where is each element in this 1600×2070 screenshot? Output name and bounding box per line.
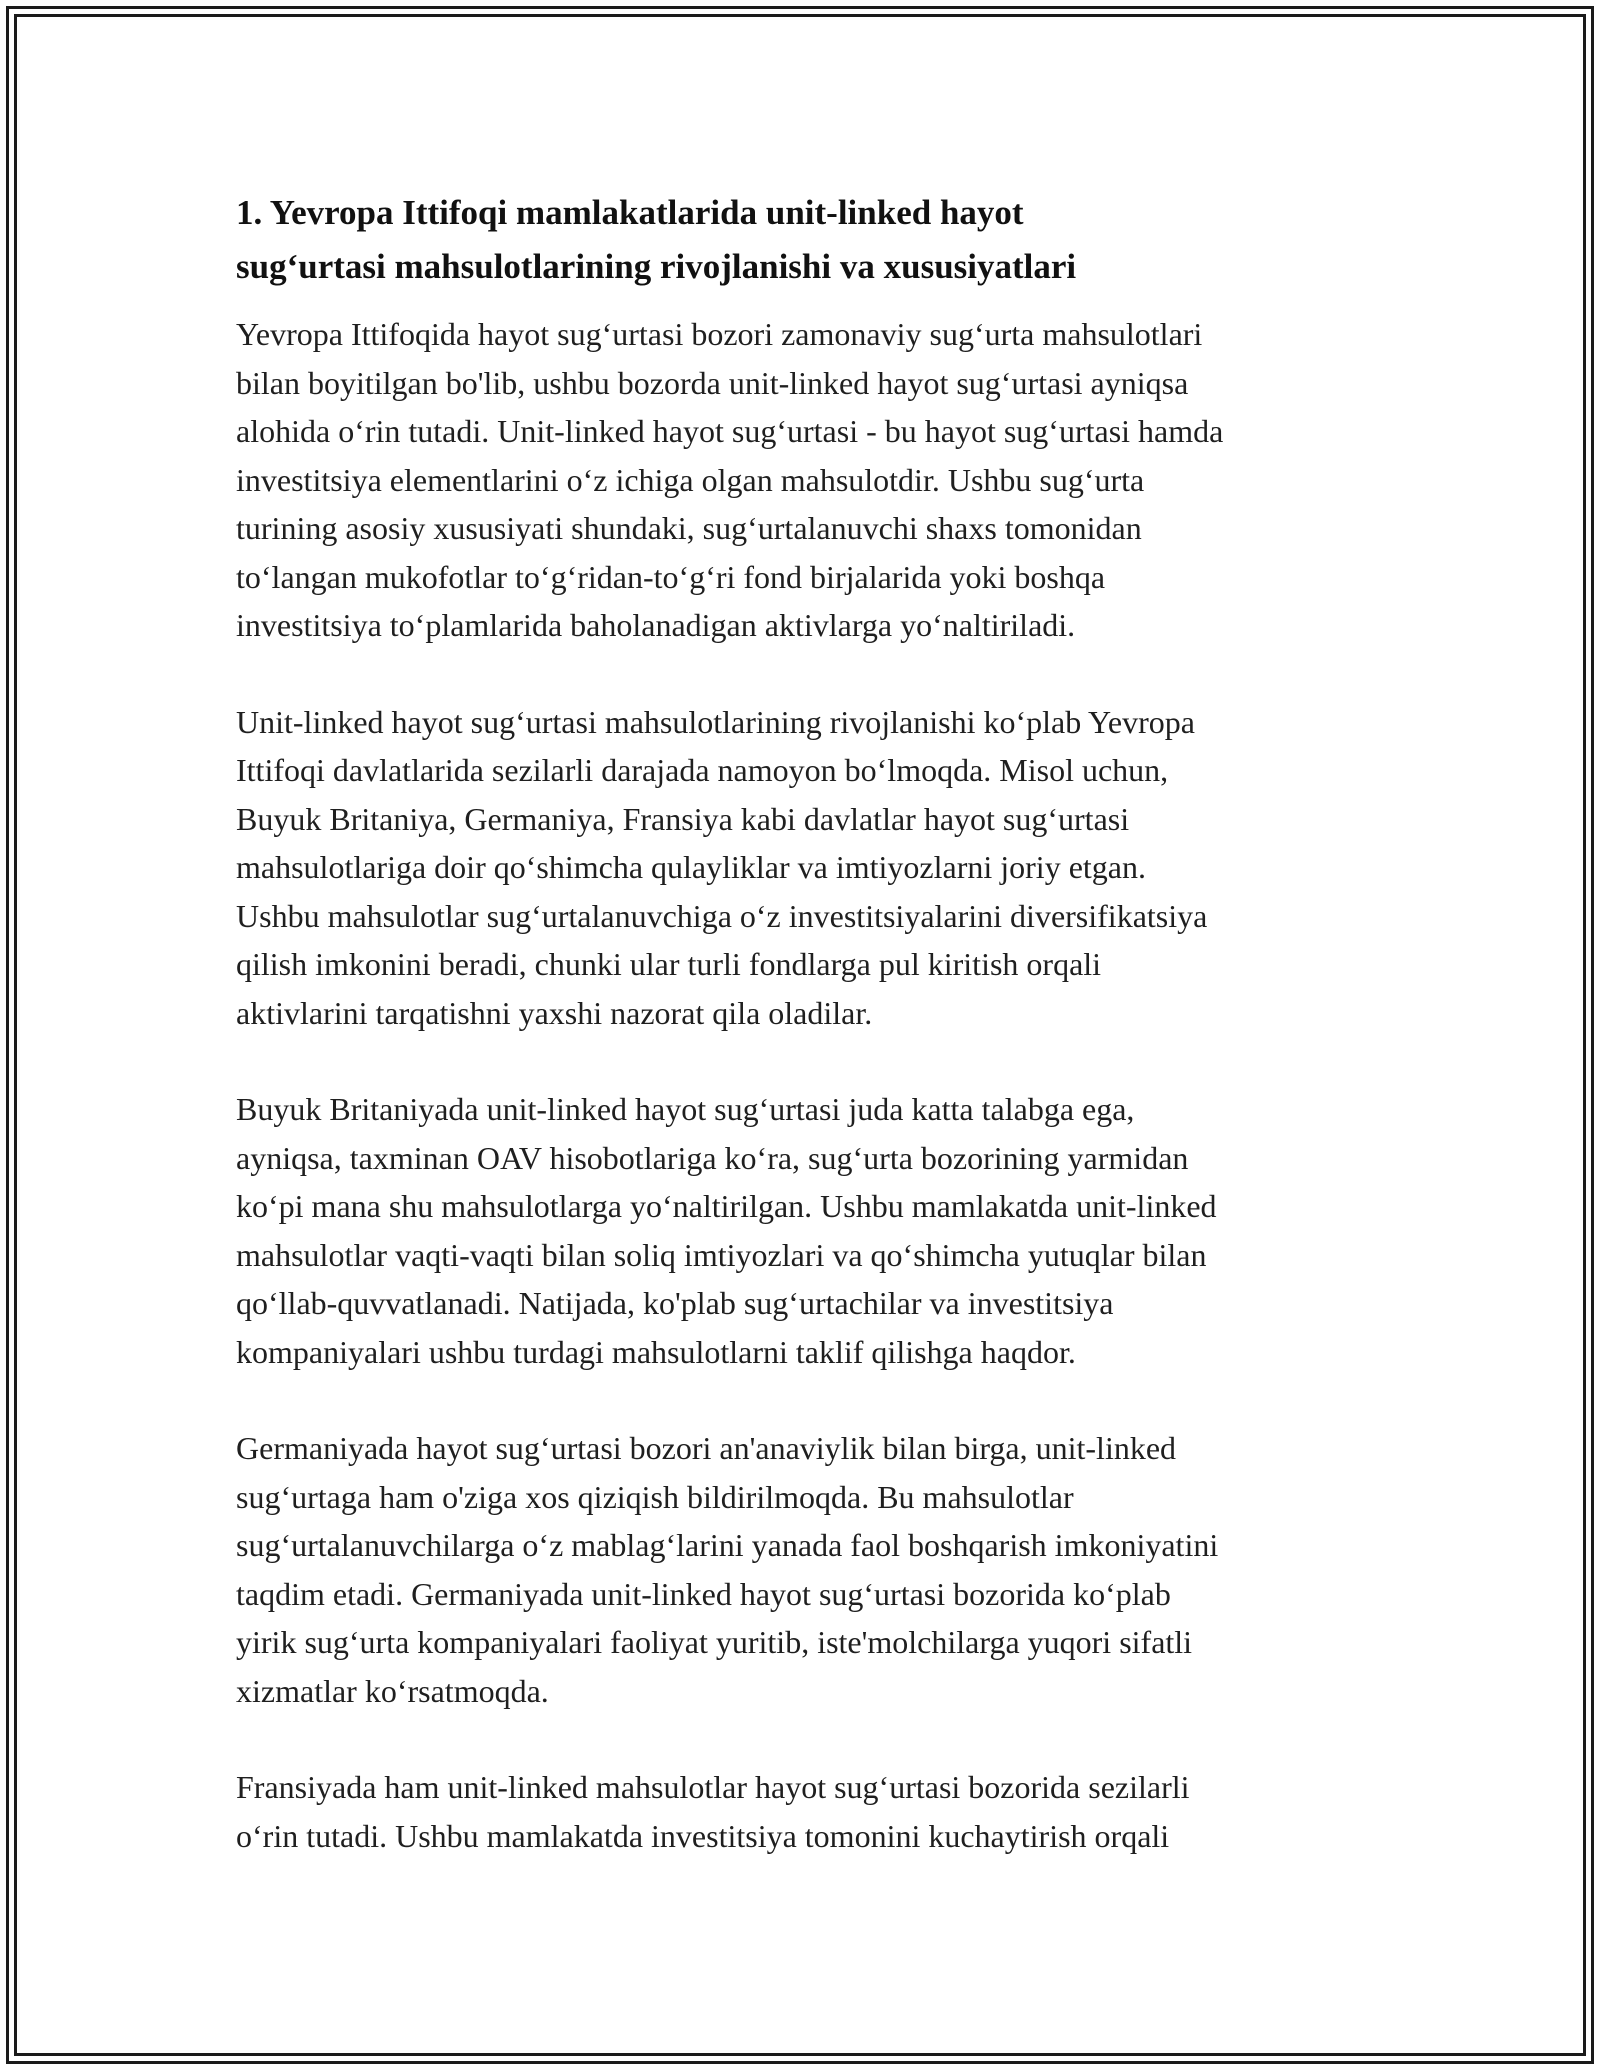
- paragraph-3: [236, 1085, 1406, 1376]
- text-line: investitsiya to‘plamlarida baholanadigan aktivlarga yo‘naltiriladi.: [236, 607, 1076, 643]
- text-line: bilan boyitilgan bo'lib, ushbu bozorda unit-linked hayot sug‘urtasi ayniqsa: [236, 364, 1189, 401]
- text-line: Fransiyada ham unit-linked mahsulotlar hayot sug‘urtasi bozorida sezilarli: [236, 1769, 1190, 1805]
- text-line: xizmatlar ko‘rsatmoqda.: [236, 1672, 549, 1709]
- text-line: Ittifoqi davlatlarida sezilarli darajada namoyon bo‘lmoqda. Misol uchun,: [236, 752, 1169, 788]
- paragraph-5: [236, 1763, 1406, 1860]
- paragraph-2: [236, 698, 1406, 1038]
- text-line: kompaniyalari ushbu turdagi mahsulotlarni taklif qilishga haqdor.: [236, 1333, 1076, 1370]
- text-line: Unit-linked hayot sug‘urtasi mahsulotlarining rivojlanishi ko‘plab Yevropa: [236, 703, 1195, 740]
- text-line: investitsiya elementlarini o‘z ichiga olgan mahsulotdir. Ushbu sug‘urta: [236, 461, 1145, 498]
- text-line: Yevropa Ittifoqida hayot sug‘urtasi bozori zamonaviy sug‘urta mahsulotlari: [236, 316, 1203, 352]
- text-line: alohida o‘rin tutadi. Unit-linked hayot sug‘urtasi - bu hayot sug‘urtasi hamda: [236, 413, 1224, 449]
- text-line: o‘rin tutadi. Ushbu mamlakatda investitsiya tomonini kuchaytirish orqali: [236, 1817, 1170, 1854]
- paragraph-4: [236, 1424, 1406, 1715]
- heading-line: 1. Yevropa Ittifoqi mamlakatlarida unit-linked hayot: [236, 193, 1024, 232]
- text-line: turining asosiy xususiyati shundaki, sug‘urtalanuvchi shaxs tomonidan: [236, 510, 1142, 546]
- text-line: taqdim etadi. Germaniyada unit-linked hayot sug‘urtasi bozorida ko‘plab: [236, 1575, 1171, 1612]
- section-heading: [236, 186, 1406, 294]
- text-line: yirik sug‘urta kompaniyalari faoliyat yuritib, iste'molchilarga yuqori sifatli: [236, 1624, 1193, 1660]
- text-line: aktivlarini tarqatishni yaxshi nazorat qila oladilar.: [236, 994, 873, 1031]
- paragraph-1: [236, 310, 1406, 650]
- text-line: qilish imkonini beradi, chunki ular turli fondlarga pul kiritish orqali: [236, 946, 1102, 982]
- heading-line: sug‘urtasi mahsulotlarining rivojlanishi va xususiyatlari: [236, 247, 1077, 286]
- text-line: Buyuk Britaniyada unit-linked hayot sug‘urtasi juda katta talabga ega,: [236, 1091, 1135, 1127]
- text-line: Ushbu mahsulotlar sug‘urtalanuvchiga o‘z investitsiyalarini diversifikatsiya: [236, 897, 1208, 934]
- document-body: [236, 186, 1406, 1860]
- text-line: sug‘urtaga ham o'ziga xos qiziqish bildirilmoqda. Bu mahsulotlar: [236, 1478, 1074, 1515]
- text-line: sug‘urtalanuvchilarga o‘z mablag‘larini yanada faol boshqarish imkoniyatini: [236, 1527, 1219, 1563]
- text-line: to‘langan mukofotlar to‘g‘ridan-to‘g‘ri fond birjalarida yoki boshqa: [236, 558, 1106, 595]
- text-line: mahsulotlar vaqti-vaqti bilan soliq imtiyozlari va qo‘shimcha yutuqlar bilan: [236, 1236, 1207, 1273]
- text-line: mahsulotlariga doir qo‘shimcha qulayliklar va imtiyozlarni joriy etgan.: [236, 849, 1146, 885]
- text-line: ko‘pi mana shu mahsulotlarga yo‘naltirilgan. Ushbu mamlakatda unit-linked: [236, 1188, 1217, 1224]
- text-line: qo‘llab-quvvatlanadi. Natijada, ko'plab sug‘urtachilar va investitsiya: [236, 1285, 1114, 1321]
- text-line: Buyuk Britaniya, Germaniya, Fransiya kabi davlatlar hayot sug‘urtasi: [236, 800, 1130, 837]
- text-line: Germaniyada hayot sug‘urtasi bozori an'anaviylik bilan birga, unit-linked: [236, 1430, 1177, 1466]
- text-line: ayniqsa, taxminan OAV hisobotlariga ko‘ra, sug‘urta bozorining yarmidan: [236, 1139, 1189, 1176]
